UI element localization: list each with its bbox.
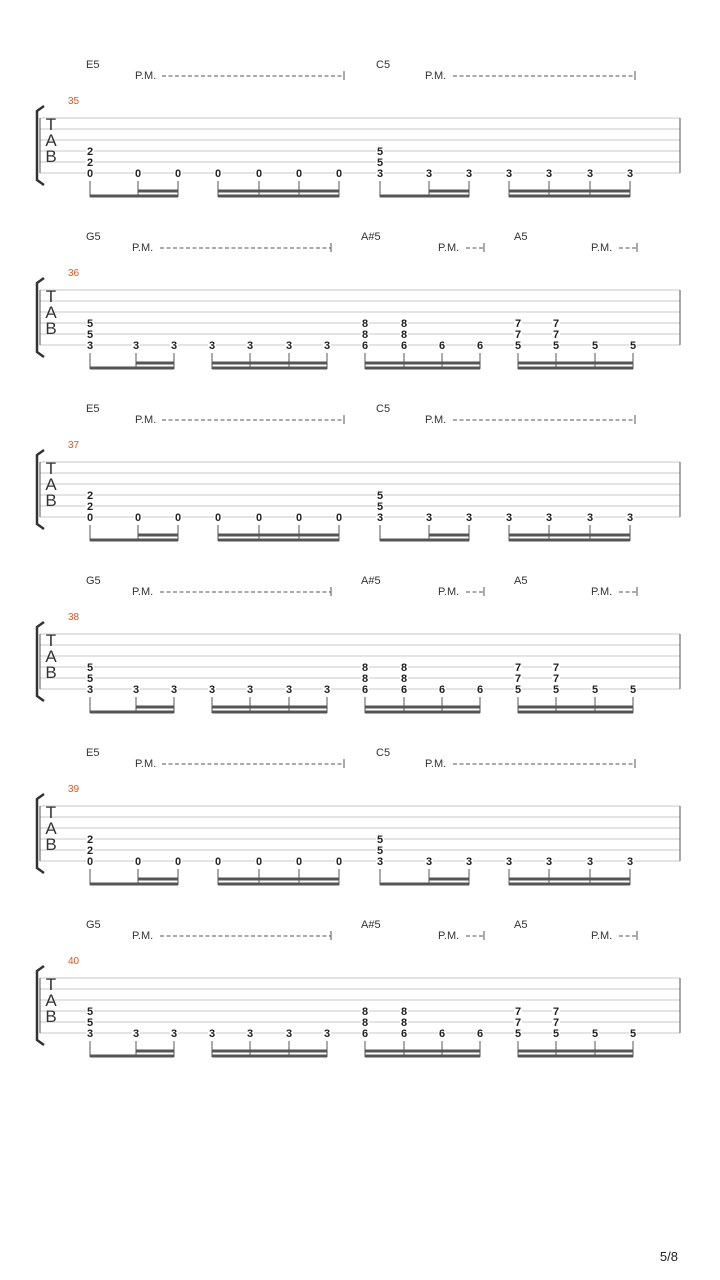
- fret-number: 8: [361, 662, 369, 674]
- fret-number: 7: [514, 662, 522, 674]
- chord-name: A#5: [361, 231, 381, 243]
- fret-number: 7: [552, 329, 560, 341]
- chord-name: A5: [514, 231, 528, 243]
- fret-number: 6: [361, 340, 369, 352]
- fret-number: 5: [591, 1028, 599, 1040]
- fret-number: 3: [323, 1028, 331, 1040]
- tab-clef-letter: B: [45, 1007, 57, 1026]
- palm-mute-label: P.M.: [438, 586, 460, 598]
- chord-name: E5: [86, 59, 100, 71]
- fret-number: 7: [514, 1006, 522, 1018]
- chord-name: C5: [376, 59, 391, 71]
- tab-system: [37, 919, 680, 1057]
- fret-number: 5: [376, 157, 384, 169]
- fret-number: 7: [514, 329, 522, 341]
- fret-number: 0: [86, 512, 94, 524]
- fret-number: 3: [285, 340, 293, 352]
- tab-clef-letter: A: [45, 991, 57, 1010]
- fret-number: 5: [514, 1028, 522, 1040]
- fret-number: 3: [246, 340, 254, 352]
- fret-number: 2: [86, 490, 94, 502]
- tab-clef-letter: T: [45, 115, 57, 134]
- fret-number: 5: [591, 684, 599, 696]
- bar-number: 37: [68, 440, 80, 451]
- fret-number: 8: [361, 1006, 369, 1018]
- palm-mute-label: P.M.: [438, 242, 460, 254]
- tab-clef-letter: B: [45, 663, 57, 682]
- fret-number: 5: [552, 684, 560, 696]
- fret-number: 3: [425, 512, 433, 524]
- bar-number: 40: [68, 956, 80, 967]
- fret-number: 5: [552, 340, 560, 352]
- bar-number: 35: [68, 96, 80, 107]
- tab-clef-letter: A: [45, 647, 57, 666]
- fret-number: 7: [514, 673, 522, 685]
- fret-number: 6: [438, 1028, 446, 1040]
- fret-number: 5: [376, 146, 384, 158]
- tab-system: [37, 59, 680, 197]
- fret-number: 3: [208, 684, 216, 696]
- fret-number: 3: [376, 512, 384, 524]
- fret-number: 0: [335, 856, 343, 868]
- tab-clef-letter: B: [45, 147, 57, 166]
- fret-number: 8: [361, 1017, 369, 1029]
- tab-clef-letter: B: [45, 491, 57, 510]
- fret-number: 3: [170, 340, 178, 352]
- fret-number: 8: [361, 318, 369, 330]
- fret-number: 3: [586, 168, 594, 180]
- tab-system: [37, 747, 680, 885]
- fret-number: 6: [476, 684, 484, 696]
- bar-number: 38: [68, 612, 80, 623]
- fret-number: 3: [626, 856, 634, 868]
- fret-number: 5: [376, 490, 384, 502]
- tab-clef-letter: T: [45, 287, 57, 306]
- fret-number: 8: [361, 673, 369, 685]
- fret-number: 6: [476, 1028, 484, 1040]
- fret-number: 3: [86, 1028, 94, 1040]
- chord-name: A5: [514, 575, 528, 587]
- fret-number: 3: [465, 856, 473, 868]
- fret-number: 3: [425, 856, 433, 868]
- fret-number: 7: [552, 1017, 560, 1029]
- fret-number: 5: [86, 1017, 94, 1029]
- bar-number: 36: [68, 268, 80, 279]
- fret-number: 8: [400, 329, 408, 341]
- fret-number: 3: [465, 168, 473, 180]
- fret-number: 3: [505, 856, 513, 868]
- fret-number: 3: [376, 168, 384, 180]
- fret-number: 0: [214, 168, 222, 180]
- palm-mute-label: P.M.: [135, 414, 157, 426]
- fret-number: 3: [626, 168, 634, 180]
- fret-number: 3: [170, 1028, 178, 1040]
- fret-number: 7: [552, 318, 560, 330]
- fret-number: 5: [514, 684, 522, 696]
- chord-name: G5: [86, 231, 101, 243]
- fret-number: 0: [295, 512, 303, 524]
- palm-mute-label: P.M.: [132, 242, 154, 254]
- tab-clef-letter: T: [45, 803, 57, 822]
- fret-number: 6: [361, 1028, 369, 1040]
- fret-number: 6: [438, 684, 446, 696]
- palm-mute-label: P.M.: [438, 930, 460, 942]
- fret-number: 5: [514, 340, 522, 352]
- palm-mute-label: P.M.: [591, 930, 613, 942]
- tab-clef-letter: T: [45, 975, 57, 994]
- fret-number: 6: [476, 340, 484, 352]
- fret-number: 8: [400, 1006, 408, 1018]
- fret-number: 2: [86, 501, 94, 513]
- fret-number: 5: [629, 340, 637, 352]
- fret-number: 5: [552, 1028, 560, 1040]
- tab-clef-letter: A: [45, 819, 57, 838]
- fret-number: 5: [591, 340, 599, 352]
- fret-number: 3: [285, 684, 293, 696]
- fret-number: 3: [425, 168, 433, 180]
- fret-number: 5: [86, 329, 94, 341]
- fret-number: 3: [545, 856, 553, 868]
- fret-number: 6: [438, 340, 446, 352]
- fret-number: 7: [552, 662, 560, 674]
- fret-number: 3: [505, 168, 513, 180]
- fret-number: 5: [376, 845, 384, 857]
- fret-number: 0: [255, 168, 263, 180]
- fret-number: 6: [400, 1028, 408, 1040]
- fret-number: 0: [174, 856, 182, 868]
- fret-number: 3: [465, 512, 473, 524]
- fret-number: 3: [586, 512, 594, 524]
- chord-name: E5: [86, 747, 100, 759]
- fret-number: 0: [134, 856, 142, 868]
- fret-number: 0: [295, 168, 303, 180]
- fret-number: 5: [629, 684, 637, 696]
- fret-number: 0: [255, 512, 263, 524]
- tab-clef-letter: T: [45, 631, 57, 650]
- chord-name: C5: [376, 747, 391, 759]
- fret-number: 3: [132, 340, 140, 352]
- bar-number: 39: [68, 784, 80, 795]
- fret-number: 0: [86, 168, 94, 180]
- chord-name: G5: [86, 575, 101, 587]
- tab-clef-letter: A: [45, 303, 57, 322]
- fret-number: 3: [86, 684, 94, 696]
- fret-number: 3: [208, 1028, 216, 1040]
- fret-number: 5: [86, 1006, 94, 1018]
- palm-mute-label: P.M.: [132, 930, 154, 942]
- fret-number: 8: [400, 673, 408, 685]
- chord-name: A#5: [361, 575, 381, 587]
- palm-mute-label: P.M.: [135, 70, 157, 82]
- fret-number: 7: [552, 1006, 560, 1018]
- fret-number: 6: [361, 684, 369, 696]
- fret-number: 7: [552, 673, 560, 685]
- fret-number: 3: [246, 1028, 254, 1040]
- fret-number: 3: [132, 1028, 140, 1040]
- tab-clef-letter: T: [45, 459, 57, 478]
- fret-number: 5: [629, 1028, 637, 1040]
- fret-number: 5: [86, 673, 94, 685]
- fret-number: 3: [586, 856, 594, 868]
- fret-number: 8: [400, 318, 408, 330]
- fret-number: 2: [86, 146, 94, 158]
- fret-number: 0: [255, 856, 263, 868]
- fret-number: 3: [545, 512, 553, 524]
- chord-name: G5: [86, 919, 101, 931]
- fret-number: 0: [214, 856, 222, 868]
- tab-clef-letter: A: [45, 131, 57, 150]
- fret-number: 3: [285, 1028, 293, 1040]
- fret-number: 0: [134, 512, 142, 524]
- tab-system: [37, 403, 680, 541]
- fret-number: 7: [514, 318, 522, 330]
- fret-number: 0: [335, 168, 343, 180]
- fret-number: 0: [86, 856, 94, 868]
- fret-number: 2: [86, 845, 94, 857]
- fret-number: 3: [323, 684, 331, 696]
- fret-number: 2: [86, 157, 94, 169]
- fret-number: 6: [400, 340, 408, 352]
- fret-number: 3: [323, 340, 331, 352]
- chord-name: A#5: [361, 919, 381, 931]
- fret-number: 0: [214, 512, 222, 524]
- fret-number: 0: [335, 512, 343, 524]
- palm-mute-label: P.M.: [425, 70, 447, 82]
- page-number: 5/8: [659, 1249, 678, 1264]
- fret-number: 3: [626, 512, 634, 524]
- fret-number: 3: [86, 340, 94, 352]
- tab-clef-letter: B: [45, 319, 57, 338]
- palm-mute-label: P.M.: [135, 758, 157, 770]
- fret-number: 3: [545, 168, 553, 180]
- tab-clef-letter: B: [45, 835, 57, 854]
- tab-system: [37, 231, 680, 369]
- fret-number: 3: [246, 684, 254, 696]
- fret-number: 0: [134, 168, 142, 180]
- chord-name: A5: [514, 919, 528, 931]
- fret-number: 8: [400, 1017, 408, 1029]
- fret-number: 3: [376, 856, 384, 868]
- tab-clef-letter: A: [45, 475, 57, 494]
- fret-number: 3: [208, 340, 216, 352]
- fret-number: 5: [86, 318, 94, 330]
- palm-mute-label: P.M.: [132, 586, 154, 598]
- fret-number: 5: [376, 501, 384, 513]
- palm-mute-label: P.M.: [591, 586, 613, 598]
- chord-name: E5: [86, 403, 100, 415]
- fret-number: 3: [132, 684, 140, 696]
- fret-number: 8: [400, 662, 408, 674]
- fret-number: 5: [376, 834, 384, 846]
- chord-name: C5: [376, 403, 391, 415]
- fret-number: 0: [174, 512, 182, 524]
- palm-mute-label: P.M.: [591, 242, 613, 254]
- fret-number: 0: [295, 856, 303, 868]
- fret-number: 2: [86, 834, 94, 846]
- fret-number: 0: [174, 168, 182, 180]
- fret-number: 3: [505, 512, 513, 524]
- palm-mute-label: P.M.: [425, 414, 447, 426]
- fret-number: 8: [361, 329, 369, 341]
- fret-number: 3: [170, 684, 178, 696]
- fret-number: 7: [514, 1017, 522, 1029]
- fret-number: 5: [86, 662, 94, 674]
- tab-system: [37, 575, 680, 713]
- palm-mute-label: P.M.: [425, 758, 447, 770]
- fret-number: 6: [400, 684, 408, 696]
